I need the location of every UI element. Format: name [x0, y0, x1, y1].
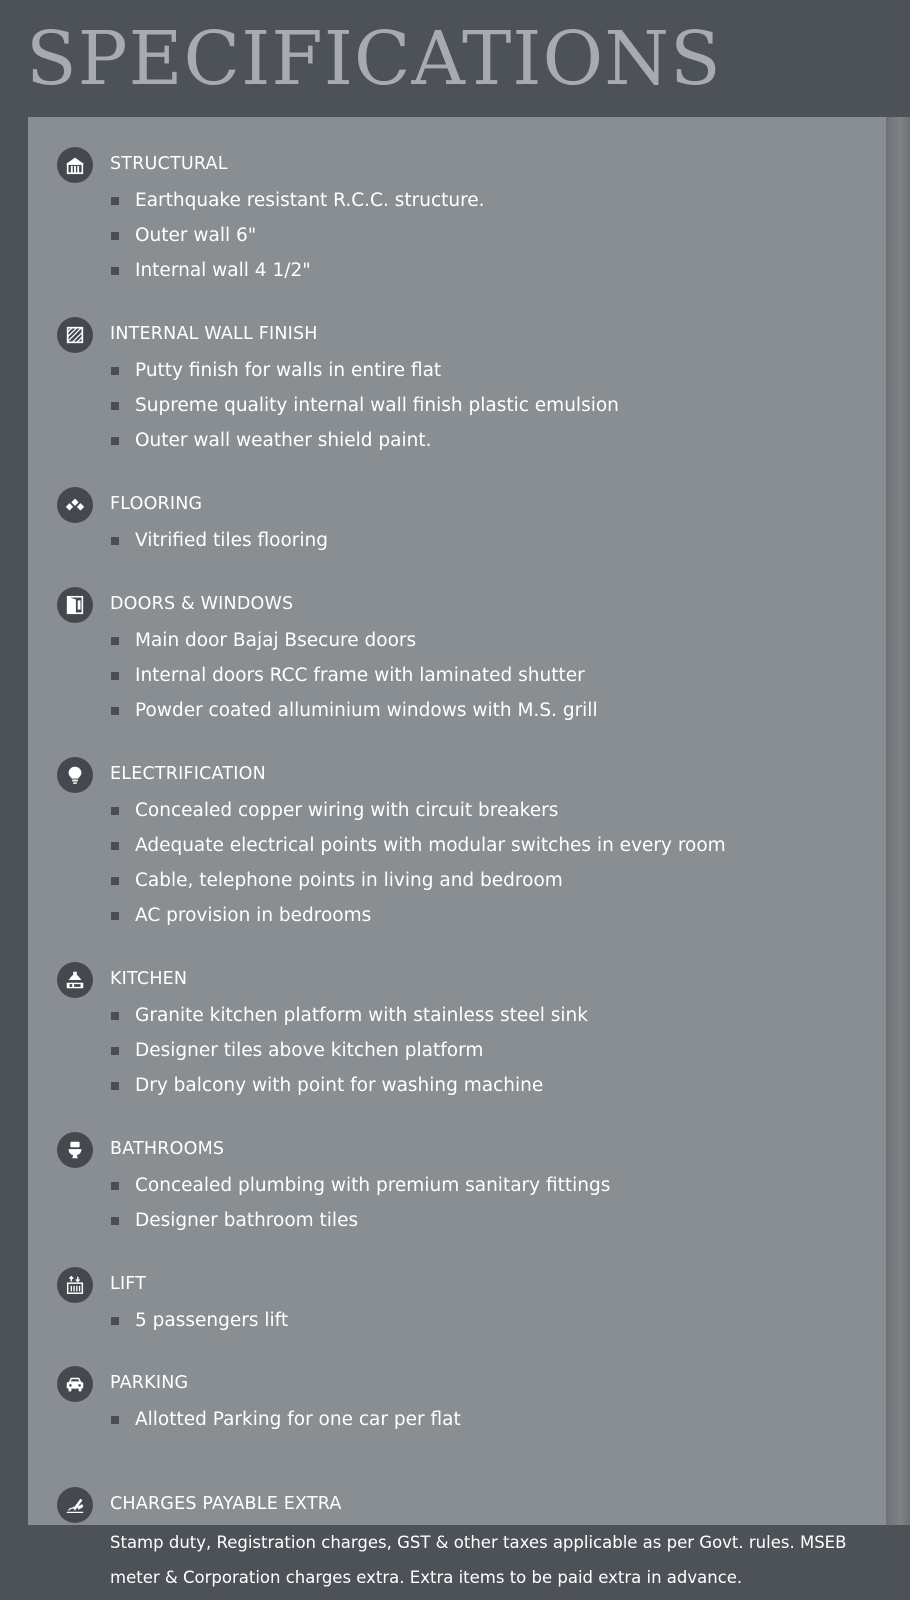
charges-note	[110, 1525, 870, 1595]
toilet-icon	[57, 1132, 93, 1168]
bullet-square	[111, 1047, 119, 1055]
bullet-square	[111, 637, 119, 645]
section-title: DOORS & WINDOWS	[110, 594, 294, 614]
list-item: Powder coated alluminium windows with M.S. grill	[0, 693, 910, 728]
section-bathrooms	[0, 1128, 910, 1238]
list-item: Dry balcony with point for washing machine	[0, 1068, 910, 1103]
list-item: Allotted Parking for one car per flat	[0, 1402, 910, 1437]
car-icon	[57, 1366, 93, 1402]
page-title: SPECIFICATIONS	[26, 16, 722, 102]
section-title: PARKING	[110, 1373, 189, 1393]
door-icon	[57, 587, 93, 623]
list-item: 5 passengers lift	[0, 1303, 910, 1338]
list-item: Concealed copper wiring with circuit breakers	[0, 793, 910, 828]
charges-line-2: meter & Corporation charges extra. Extra items to be paid extra in advance.	[110, 1568, 743, 1587]
list-item: AC provision in bedrooms	[0, 898, 910, 933]
bullet-square	[111, 707, 119, 715]
bullet-square	[111, 672, 119, 680]
list-item: Supreme quality internal wall finish plastic emulsion	[0, 388, 910, 423]
bullet-square	[111, 912, 119, 920]
bullet-square	[111, 232, 119, 240]
list-item: Main door Bajaj Bsecure doors	[0, 623, 910, 658]
list-item: Concealed plumbing with premium sanitary fittings	[0, 1168, 910, 1203]
kitchen-hood-icon	[57, 962, 93, 998]
list-item: Putty finish for walls in entire flat	[0, 353, 910, 388]
section-title: STRUCTURAL	[110, 154, 228, 174]
bullet-square	[111, 1082, 119, 1090]
list-item: Granite kitchen platform with stainless steel sink	[0, 998, 910, 1033]
bullet-square	[111, 537, 119, 545]
bullet-square	[111, 437, 119, 445]
bullet-square	[111, 842, 119, 850]
section-flooring	[0, 483, 910, 558]
bullet-square	[111, 197, 119, 205]
list-item: Vitrified tiles flooring	[0, 523, 910, 558]
section-title: INTERNAL WALL FINISH	[110, 324, 318, 344]
signing-hand-icon	[57, 1487, 93, 1523]
section-kitchen	[0, 958, 910, 1103]
bullet-square	[111, 402, 119, 410]
elevator-icon	[57, 1267, 93, 1303]
list-item: Designer tiles above kitchen platform	[0, 1033, 910, 1068]
section-internal-wall-finish	[0, 313, 910, 458]
bullet-square	[111, 267, 119, 275]
section-title: KITCHEN	[110, 969, 188, 989]
list-item: Outer wall weather shield paint.	[0, 423, 910, 458]
light-bulb-icon	[57, 757, 93, 793]
bullet-square	[111, 877, 119, 885]
section-title: CHARGES PAYABLE EXTRA	[110, 1494, 342, 1514]
bullet-square	[111, 807, 119, 815]
bullet-square	[111, 1416, 119, 1424]
section-lift	[0, 1263, 910, 1338]
floor-tiles-icon	[57, 487, 93, 523]
section-title: FLOORING	[110, 494, 203, 514]
bullet-square	[111, 1182, 119, 1190]
section-parking	[0, 1362, 910, 1437]
wall-texture-icon	[57, 317, 93, 353]
section-title: LIFT	[110, 1274, 147, 1294]
list-item: Cable, telephone points in living and bedroom	[0, 863, 910, 898]
list-item: Internal wall 4 1/2"	[0, 253, 910, 288]
list-item: Internal doors RCC frame with laminated shutter	[0, 658, 910, 693]
bullet-square	[111, 367, 119, 375]
list-item: Designer bathroom tiles	[0, 1203, 910, 1238]
section-title: BATHROOMS	[110, 1139, 225, 1159]
bullet-square	[111, 1217, 119, 1225]
section-title: ELECTRIFICATION	[110, 764, 266, 784]
list-item: Adequate electrical points with modular switches in every room	[0, 828, 910, 863]
bullet-square	[111, 1012, 119, 1020]
bullet-square	[111, 1317, 119, 1325]
section-doors-windows	[0, 583, 910, 728]
list-item: Earthquake resistant R.C.C. structure.	[0, 183, 910, 218]
section-electrification	[0, 753, 910, 933]
section-charges	[0, 1483, 910, 1523]
charges-line-1: Stamp duty, Registration charges, GST & other taxes applicable as per Govt. rules. MSEB	[110, 1533, 847, 1552]
list-item: Outer wall 6"	[0, 218, 910, 253]
section-structural	[0, 143, 910, 288]
building-icon	[57, 147, 93, 183]
